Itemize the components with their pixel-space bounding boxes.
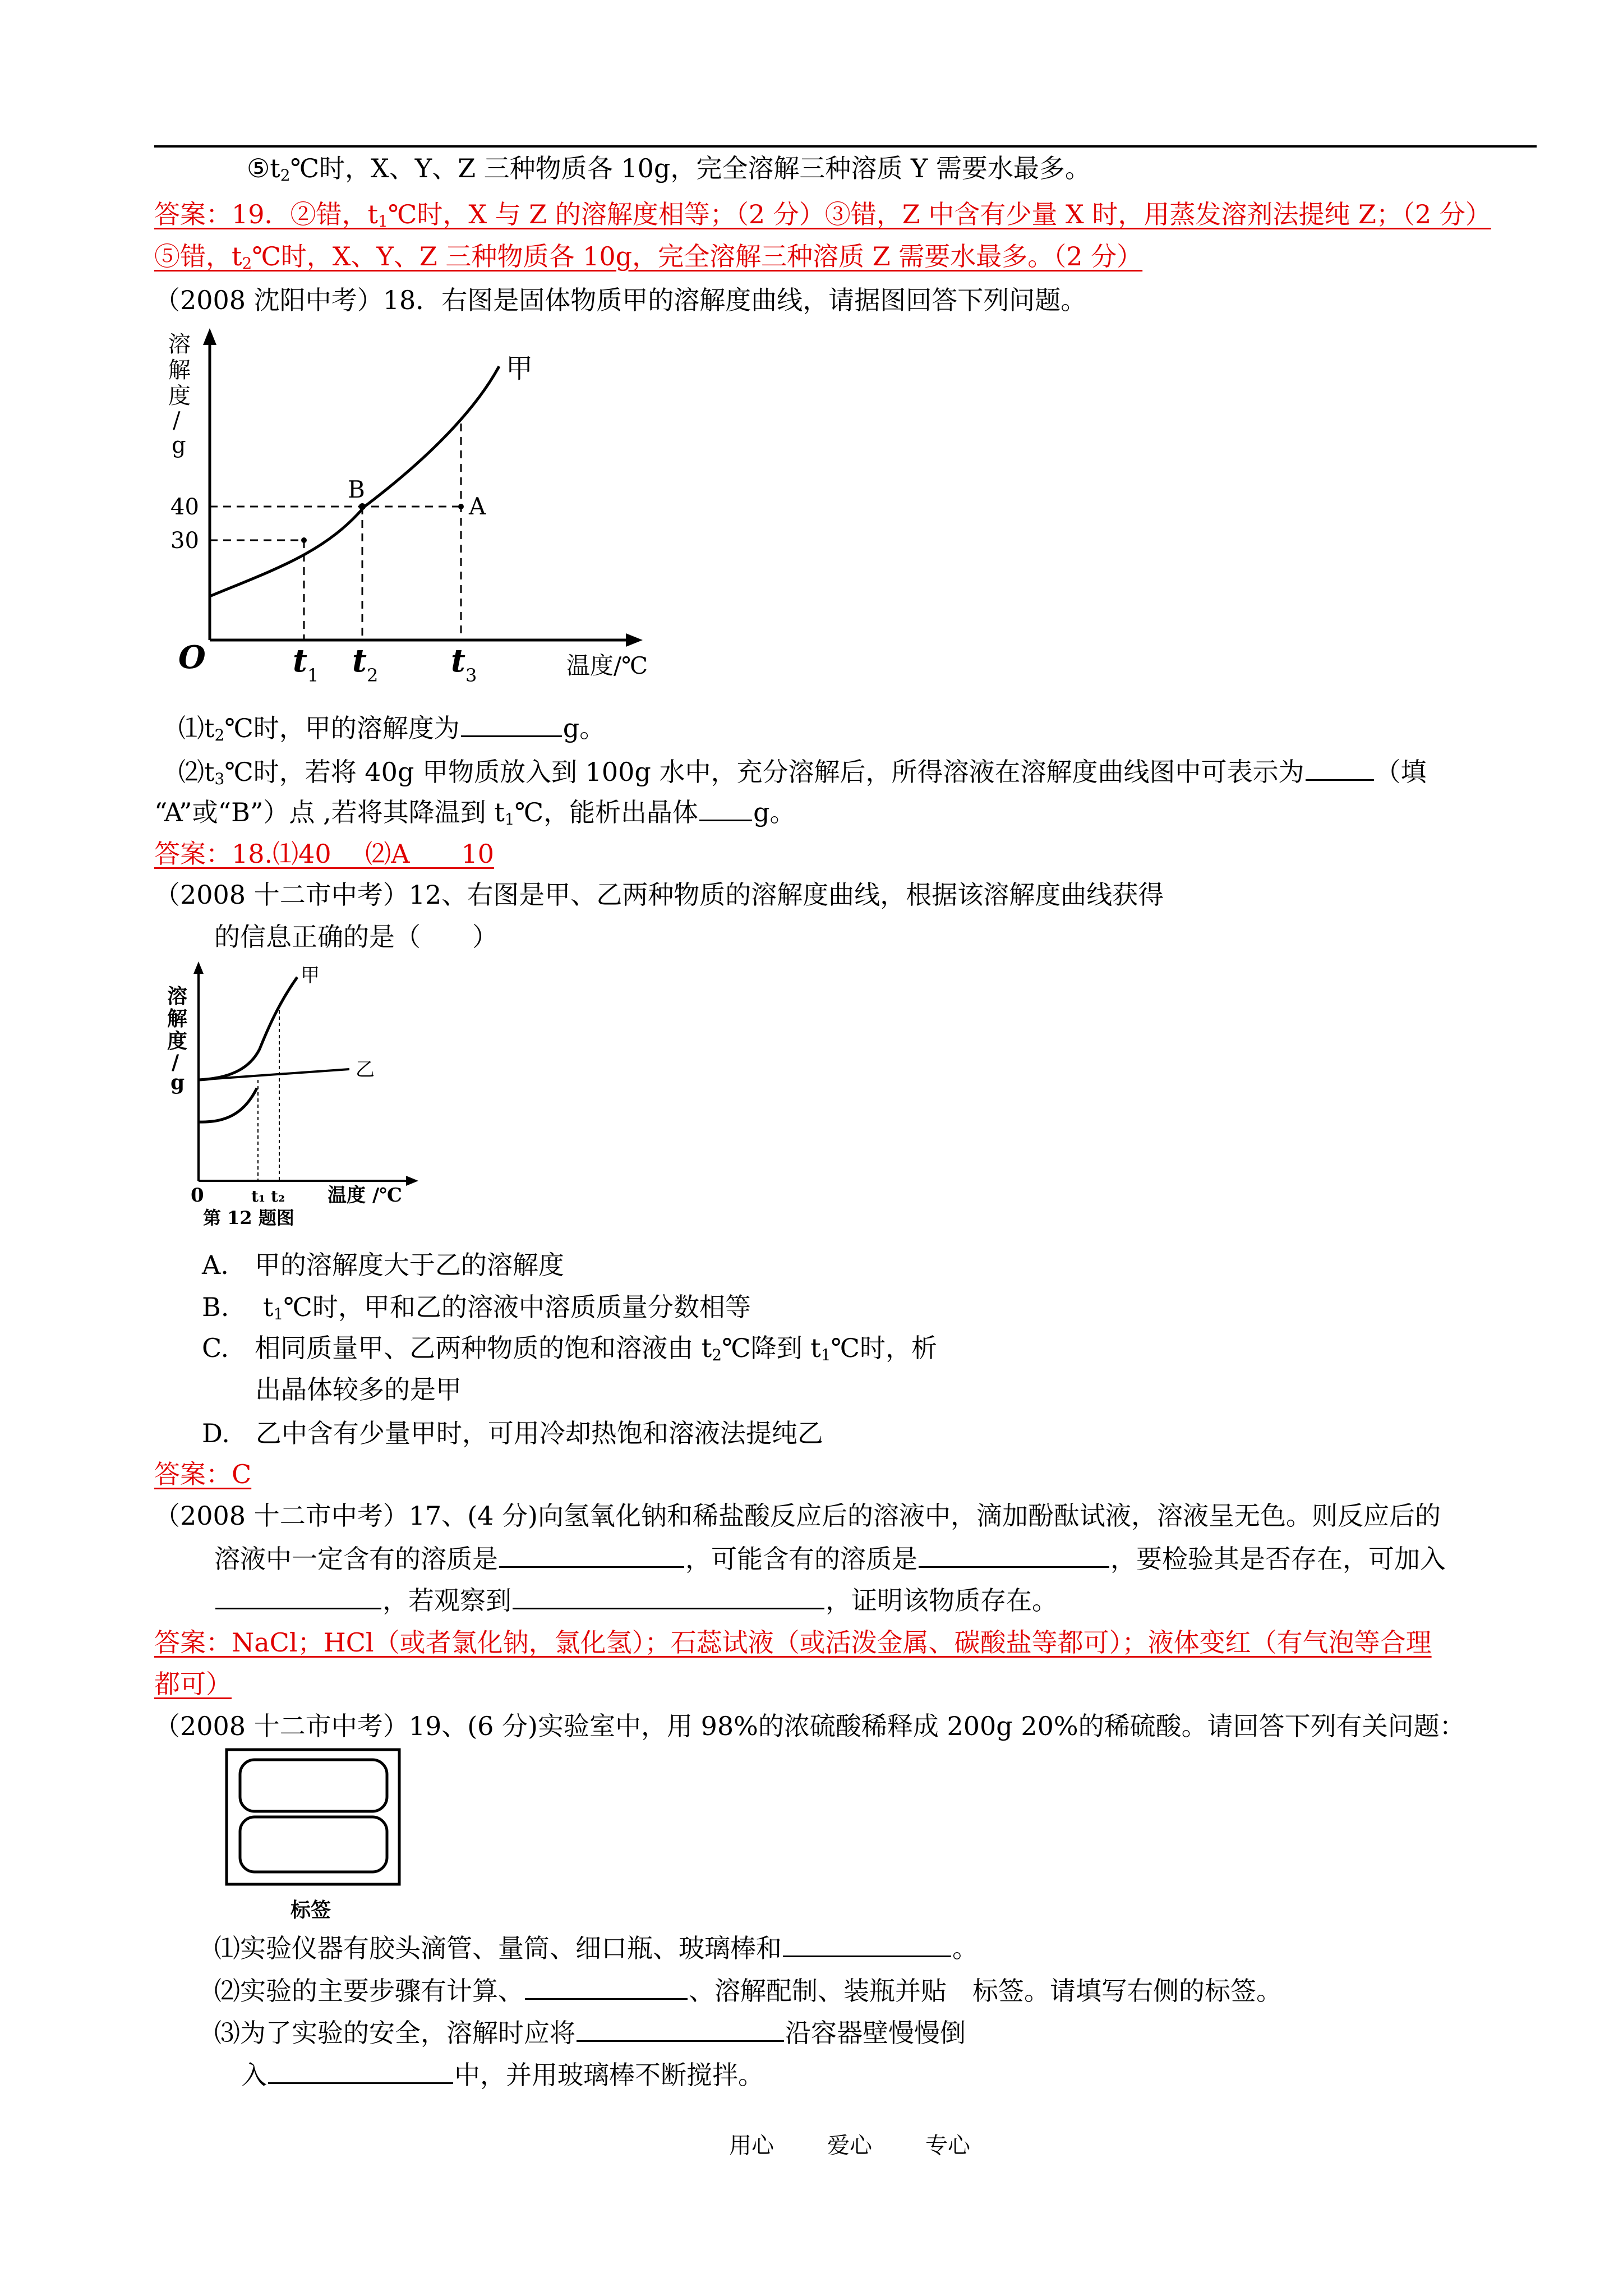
- chart2-ylabel-4: /: [172, 1051, 179, 1074]
- q19-item-5: $⑤t_2℃$时，X、Y、Z 三种物质各 10g，完全溶解三种溶质 Y 需要水最多。: [247, 153, 1091, 185]
- q17-blank-3[interactable]: [215, 1583, 381, 1609]
- q18-header: （2008 沈阳中考）18．右图是固体物质甲的溶解度曲线，请据图回答下列问题。: [154, 285, 1087, 315]
- q12-header-line-1: （2008 十二市中考）12、右图是甲、乙两种物质的溶解度曲线，根据该溶解度曲线获得: [154, 880, 1164, 910]
- chart1-xtick-t1-sub: 1: [307, 665, 319, 686]
- chart2-ylabel-1: 溶: [167, 984, 188, 1008]
- label-lower-box: [240, 1817, 387, 1872]
- q17-blank-2[interactable]: [919, 1542, 1109, 1568]
- q19b-part-1: ⑴实验仪器有胶头滴管、量筒、细口瓶、玻璃棒和 。: [214, 1931, 978, 1965]
- label-upper-box: [240, 1760, 387, 1811]
- q12-answer: 答案：C: [154, 1459, 252, 1489]
- chart2-ylabel-3: 度: [167, 1029, 188, 1053]
- q17-line-3: ，若观察到 ，证明该物质存在。: [214, 1583, 1058, 1617]
- chart1-ylabel-3: 度: [168, 383, 191, 409]
- q12-option-a: A. 甲的溶解度大于乙的溶解度: [202, 1250, 564, 1280]
- q19b-blank-4[interactable]: [268, 2058, 453, 2084]
- chart1-ylabel-1: 溶: [168, 332, 191, 357]
- q17-blank-4[interactable]: [513, 1583, 824, 1609]
- chart1-ylabel-5: g: [172, 432, 186, 458]
- q17-line-2: 溶液中一定含有的溶质是 ，可能含有的溶质是 ，要检验其是否存在，可加入: [214, 1542, 1446, 1576]
- solubility-chart-2: [167, 959, 425, 1228]
- chart2-series-jia: 甲: [301, 964, 320, 987]
- chart1-point-t1: [301, 537, 307, 543]
- q12-option-c: C. 相同质量甲、乙两种物质的饱和溶液由 $t_2℃$降到 $t_1℃$时，析: [202, 1333, 937, 1364]
- chart1-xtick-t2: t: [352, 642, 367, 679]
- chart1-xtick-t3: t: [451, 642, 465, 679]
- q19b-part-2: ⑵实验的主要步骤有计算、 、溶解配制、装瓶并贴 标签。请填写右侧的标签。: [214, 1973, 1282, 2008]
- q12-option-d: D. 乙中含有少量甲时，可用冷却热饱和溶液法提纯乙: [202, 1418, 823, 1448]
- chart1-curve-label: 甲: [506, 353, 533, 384]
- q17-answer-line-1: 答案：NaCl；HCl（或者氯化钠，氯化氢）；石蕊试液（或活泼金属、碳酸盐等都可）；液体变红（有气泡等合理: [154, 1627, 1432, 1658]
- chart2-caption: 第 12 题图: [203, 1207, 294, 1228]
- chart1-ylabel-2: 解: [168, 357, 191, 383]
- footer-word-2: 爱心: [827, 2133, 872, 2159]
- footer-word-3: 专心: [925, 2133, 970, 2159]
- chart1-ylabel-4: /: [173, 408, 181, 434]
- chart2-origin: 0: [191, 1184, 204, 1207]
- chart1-tick-40: 40: [170, 494, 199, 520]
- chart1-y-arrow: [203, 328, 216, 345]
- chart1-point-b-marker: [359, 503, 366, 510]
- q19b-blank-2[interactable]: [525, 1973, 688, 2000]
- chart2-y-arrow: [193, 961, 204, 974]
- q18-blank-2[interactable]: [1306, 754, 1374, 781]
- q12-option-c-line-2: 出晶体较多的是甲: [255, 1374, 462, 1405]
- footer-word-1: 用心: [729, 2133, 774, 2159]
- chart2-ylabel-2: 解: [167, 1007, 188, 1030]
- q18-part-2-line-2: “A”或“B”）点 ,若将其降温到 $t_1℃$，能析出晶体 g。: [154, 795, 796, 829]
- chart1-xtick-t2-sub: 2: [367, 665, 379, 686]
- q18-part-2-line-1: $⑵t_3℃$时，若将 40g 甲物质放入到 100g 水中，充分溶解后，所得溶液在溶解度曲线图中可表示为 （填: [178, 754, 1427, 789]
- chart1-origin: O: [178, 639, 206, 676]
- q19b-header: （2008 十二市中考）19、(6 分)实验室中，用 98%的浓硫酸稀释成 200g 20%的稀硫酸。请回答下列有关问题：: [154, 1711, 1465, 1741]
- q12-option-b: B. $t_1℃$时，甲和乙的溶液中溶质质量分数相等: [202, 1292, 751, 1323]
- chart2-curve-jia-lower: [199, 1088, 257, 1122]
- q19b-part-3-line-2: 入 中，并用玻璃棒不断搅拌。: [241, 2058, 764, 2092]
- chart2-xticks: t₁ t₂: [251, 1187, 285, 1205]
- chart1-xtick-t1: t: [293, 642, 307, 679]
- solubility-chart-1: [163, 328, 701, 698]
- q19b-blank-1[interactable]: [783, 1931, 951, 1957]
- chart1-point-a-marker: [458, 504, 464, 509]
- chart1-tick-30: 30: [170, 528, 199, 554]
- q19b-part-3: ⑶为了实验的安全，溶解时应将 沿容器壁慢慢倒: [214, 2016, 966, 2050]
- chart2-series-yi: 乙: [356, 1059, 375, 1081]
- q18-part-1: $⑴t_2℃$时，甲的溶解度为 g。: [178, 711, 605, 745]
- chart2-curve-jia: [199, 977, 297, 1080]
- q17-blank-1[interactable]: [499, 1542, 684, 1568]
- q17-answer-line-2: 都可）: [154, 1669, 232, 1699]
- q17-line-1: （2008 十二市中考）17、(4 分)向氢氧化钠和稀盐酸反应后的溶液中，滴加酚酞试液，溶液呈无色。则反应后的: [154, 1501, 1441, 1531]
- chart1-xlabel: 温度/℃: [566, 652, 648, 679]
- q12-header-line-2: 的信息正确的是（ ）: [214, 922, 498, 952]
- chart2-curve-yi: [199, 1069, 349, 1080]
- q18-answer: 答案：18.⑴40 ⑵A 10: [154, 839, 495, 869]
- chart2-ylabel-5: g: [170, 1071, 185, 1094]
- chart2-xlabel: 温度 /℃: [328, 1184, 402, 1207]
- answer-19-line-2: ⑤错，$t_2℃$时，X、Y、Z 三种物质各 10g，完全溶解三种溶质 Z 需要水最多。（2 分）: [154, 241, 1143, 273]
- chart1-point-b: B: [348, 476, 365, 503]
- chart1-point-a: A: [469, 493, 486, 520]
- label-caption: 标签: [291, 1898, 331, 1922]
- chart1-x-arrow: [626, 633, 643, 647]
- q19b-blank-3[interactable]: [577, 2016, 784, 2042]
- answer-19-line-1: 答案：19．②错，$t_1℃$时，X 与 Z 的溶解度相等；（2 分）③错，Z 中含有少量 X 时，用蒸发溶剂法提纯 Z；（2 分）: [154, 199, 1491, 231]
- chart2-x-arrow: [406, 1176, 418, 1186]
- label-figure: [224, 1747, 409, 1927]
- header-rule: [154, 145, 1537, 148]
- q18-blank-1[interactable]: [461, 711, 562, 737]
- chart1-xtick-t3-sub: 3: [465, 665, 477, 686]
- q18-blank-3[interactable]: [699, 795, 752, 821]
